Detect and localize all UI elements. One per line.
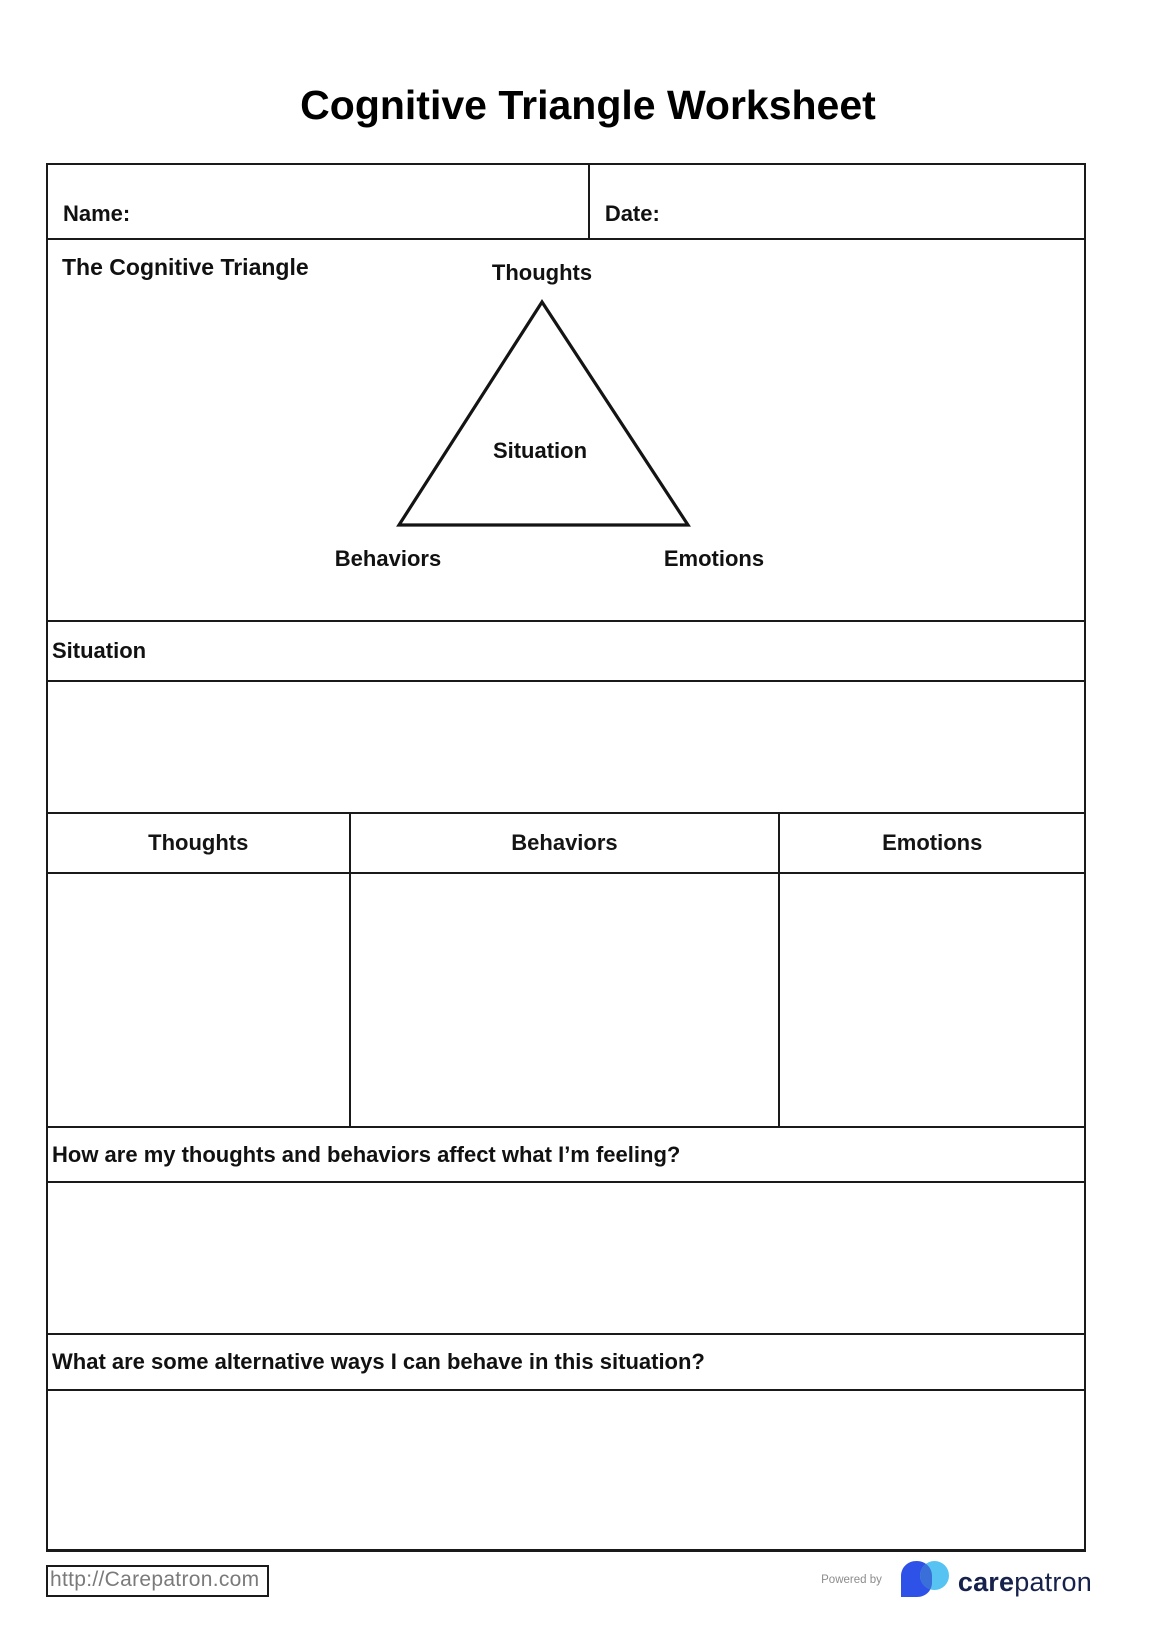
powered-by-block bbox=[821, 1556, 1092, 1608]
emotions-input-area[interactable] bbox=[780, 874, 1084, 1126]
powered-by-label: Powered by bbox=[821, 1574, 882, 1586]
table-header-row bbox=[48, 814, 1084, 874]
table-body-row bbox=[48, 874, 1084, 1128]
question2-label: What are some alternative ways I can behave in this situation? bbox=[52, 1349, 705, 1374]
question2-header bbox=[48, 1335, 1084, 1391]
cognitive-triangle-diagram bbox=[48, 240, 1084, 622]
thoughts-input-area[interactable] bbox=[48, 874, 351, 1126]
name-label: Name: bbox=[63, 201, 131, 226]
situation-label: Situation bbox=[52, 638, 147, 663]
question2-input-area[interactable] bbox=[48, 1391, 1084, 1549]
triangle-label-emotions: Emotions bbox=[663, 546, 765, 571]
question1-header bbox=[48, 1128, 1084, 1183]
situation-input-area[interactable] bbox=[48, 682, 1084, 814]
behaviors-input-area[interactable] bbox=[351, 874, 781, 1126]
triangle-label-behaviors: Behaviors bbox=[334, 546, 442, 571]
page-title: Cognitive Triangle Worksheet bbox=[300, 82, 876, 128]
triangle-label-thoughts: Thoughts bbox=[491, 260, 593, 285]
carepatron-wordmark bbox=[958, 1567, 1092, 1598]
table-header-behaviors: Behaviors bbox=[351, 814, 781, 872]
date-label: Date: bbox=[604, 201, 660, 226]
date-field[interactable] bbox=[590, 165, 1084, 238]
name-field[interactable] bbox=[48, 165, 590, 238]
situation-section-header bbox=[48, 622, 1084, 682]
triangle-shape bbox=[48, 240, 1084, 620]
brand-patron: patron bbox=[1014, 1566, 1092, 1597]
table-header-emotions: Emotions bbox=[882, 830, 983, 855]
worksheet-sheet bbox=[46, 163, 1086, 1552]
diagram-section-label: The Cognitive Triangle bbox=[62, 254, 309, 280]
brand-care: care bbox=[957, 1566, 1015, 1597]
carepatron-link[interactable]: http://Carepatron.com bbox=[46, 1565, 269, 1597]
name-date-row bbox=[48, 165, 1084, 240]
question1-input-area[interactable] bbox=[48, 1183, 1084, 1335]
table-header-thoughts: Thoughts bbox=[48, 814, 351, 872]
triangle-label-situation: Situation bbox=[492, 438, 588, 463]
carepatron-logo-icon bbox=[894, 1557, 952, 1607]
question1-label: How are my thoughts and behaviors affect what I’m feeling? bbox=[52, 1141, 681, 1167]
